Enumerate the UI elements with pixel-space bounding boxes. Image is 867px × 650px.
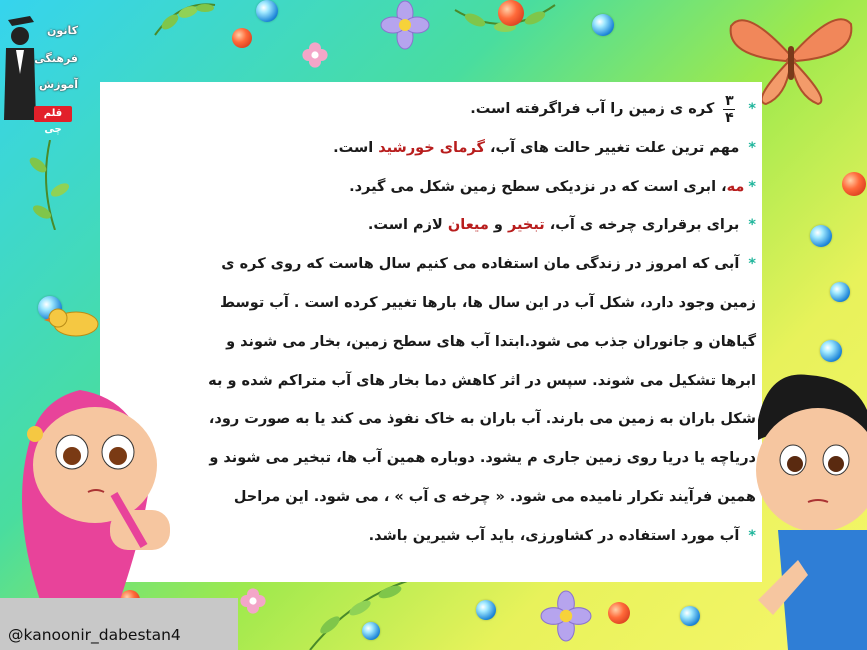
line-text: ، ابری است که در نزدیکی سطح زمین شکل می گیرد. xyxy=(349,178,727,195)
line-text: است. xyxy=(333,139,374,156)
boy-character xyxy=(738,360,867,650)
paragraph-line-2: زمین وجود دارد، شکل آب در این سال ها، بارها تغییر کرده است . آب توسط xyxy=(219,294,756,311)
bullet-icon: * xyxy=(748,217,756,234)
bird-icon xyxy=(44,300,104,340)
flower-icon xyxy=(300,40,330,70)
bubble-icon xyxy=(810,225,832,247)
berry-icon xyxy=(842,172,866,196)
line-text: برای برقراری چرخه ی آب، xyxy=(549,217,740,234)
highlight-term: میعان xyxy=(447,217,489,234)
logo-badge: قلم چی xyxy=(34,106,72,122)
bubble-icon xyxy=(830,282,850,302)
line-text: مهم ترین علت تغییر حالت های آب، xyxy=(489,139,740,156)
bullet-icon: * xyxy=(748,256,756,273)
fraction-denominator: ۴ xyxy=(725,109,734,126)
bullet-icon: * xyxy=(748,178,756,195)
paragraph-line-5: شکل باران به زمین می بارند. آب باران به خاک نفوذ می کند یا به صورت رود، xyxy=(208,411,756,428)
flower-icon xyxy=(238,586,268,616)
bubble-icon xyxy=(256,0,278,22)
flower-icon xyxy=(540,590,592,642)
line-text: لازم است. xyxy=(367,217,443,234)
highlight-term: مه xyxy=(726,178,745,195)
bullet-line-1 xyxy=(110,90,756,129)
bullet-line-3 xyxy=(110,168,756,207)
bullet-icon: * xyxy=(748,527,756,544)
line-text: آب مورد استفاده در کشاورزی، باید آب شیرین باشد. xyxy=(368,527,740,544)
bullet-line-4 xyxy=(110,206,756,245)
logo-line-1: کانون xyxy=(47,24,78,37)
bullet-icon: * xyxy=(748,101,756,117)
paragraph-line-7: همین فرآیند تکرار نامیده می شود. « چرخه ی آب » ، می شود. این مراحل xyxy=(233,488,756,505)
line-text: کره ی زمین را آب فراگرفته است. xyxy=(470,101,715,117)
fraction-numerator: ۳ xyxy=(725,92,734,109)
girl-character xyxy=(0,360,200,600)
bubble-icon xyxy=(820,340,842,362)
leaf-icon xyxy=(300,580,420,650)
berry-icon xyxy=(608,602,630,624)
leaf-icon xyxy=(150,0,220,40)
lesson-text xyxy=(110,90,756,556)
paragraph-line-3: گیاهان و جانوران جذب می شود.ابتدا آب های سطح زمین، بخار می شوند و xyxy=(226,333,756,350)
highlight-term: گرمای خورشید xyxy=(378,139,485,156)
bubble-icon xyxy=(362,622,380,640)
bullet-line-2 xyxy=(110,129,756,168)
bullet-icon: * xyxy=(748,139,756,156)
fraction xyxy=(723,94,735,125)
paragraph-line-1 xyxy=(110,245,756,284)
social-handle: @kanoonir_dabestan4 xyxy=(8,626,181,644)
leaf-icon xyxy=(20,140,80,230)
paragraph-line-6: دریاچه یا دریا روی زمین جاری م یشود. دوباره همین آب ها، تبخیر می شوند و xyxy=(209,450,756,467)
kanoon-logo xyxy=(0,14,78,135)
line-text: آبی که امروز در زندگی مان استفاده می کنیم سال هاست که روی کره ی xyxy=(221,256,740,273)
line-text: و xyxy=(493,217,503,234)
berry-icon xyxy=(232,28,252,48)
paragraph-line-4: ابرها تشکیل می شوند. سپس در اثر کاهش دما بخار های آب متراکم شده و به xyxy=(208,372,756,389)
bubble-icon xyxy=(592,14,614,36)
bubble-icon xyxy=(476,600,496,620)
logo-line-3: آموزش xyxy=(39,78,78,91)
logo-line-2: فرهنگی xyxy=(34,52,78,65)
flower-icon xyxy=(380,0,430,50)
bubble-icon xyxy=(680,606,700,626)
highlight-term: تبخیر xyxy=(507,217,545,234)
bullet-line-6 xyxy=(110,517,756,556)
berry-icon xyxy=(498,0,524,26)
